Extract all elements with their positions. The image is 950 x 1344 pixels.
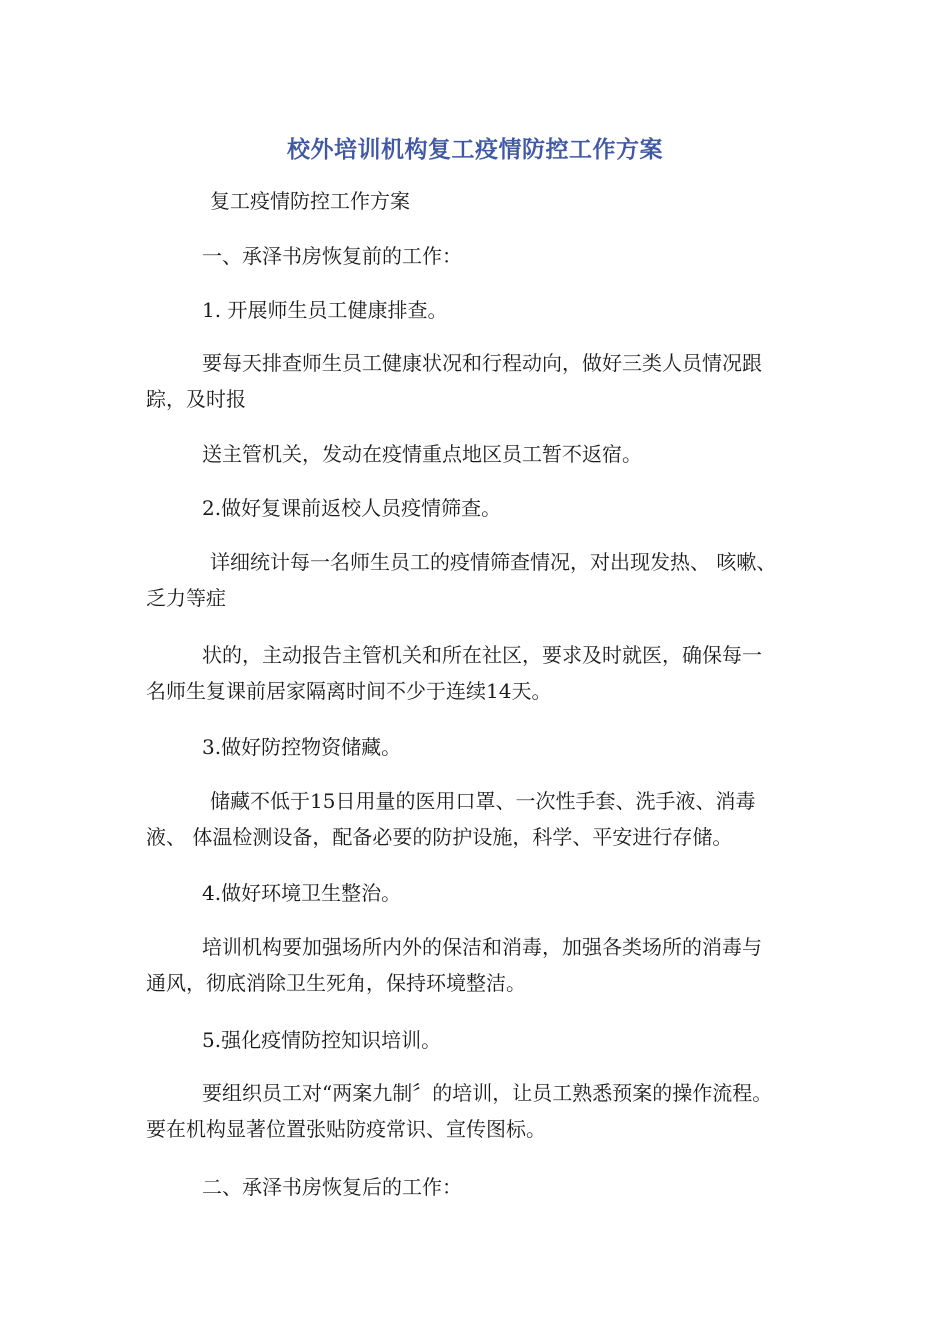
paragraph-line: 要每天排查师生员工健康状况和行程动向，做好三类人员情况跟 <box>202 351 762 375</box>
paragraph-item-2-heading <box>146 490 826 526</box>
paragraph-item-3-body <box>146 783 826 855</box>
paragraph-line: 名师生复课前居家隔离时间不少于连续14天。 <box>146 679 552 703</box>
paragraph-item-1-body-cont <box>146 436 826 472</box>
paragraph-line: 要在机构显著位置张贴防疫常识、宣传图标。 <box>146 1117 546 1141</box>
paragraph-line: 乏力等症 <box>146 586 226 610</box>
paragraph-item-2-body-cont <box>146 637 826 709</box>
paragraph-line: 要组织员工对“两案九制〞的培训，让员工熟悉预案的操作流程。 <box>202 1081 773 1105</box>
paragraph-line: 2.做好复课前返校人员疫情筛查。 <box>202 496 502 520</box>
document-title: 校外培训机构复工疫情防控工作方案 <box>287 137 663 163</box>
paragraph-line: 1. 开展师生员工健康排查。 <box>202 298 448 322</box>
paragraph-item-2-body <box>146 544 826 616</box>
paragraph-line: 踪，及时报 <box>146 387 246 411</box>
paragraph-line: 详细统计每一名师生员工的疫情筛查情况，对出现发热、 咳嗽、 <box>210 550 777 574</box>
paragraph-line: 液、 体温检测设备，配备必要的防护设施，科学、平安进行存储。 <box>146 825 733 849</box>
paragraph-section-1-heading <box>146 238 826 274</box>
paragraph-item-4-heading <box>146 875 826 911</box>
paragraph-item-1-body <box>146 345 826 417</box>
paragraph-line: 储藏不低于15日用量的医用口罩、一次性手套、洗手液、消毒 <box>210 789 756 813</box>
paragraph-item-5-heading <box>146 1022 826 1058</box>
paragraph-item-3-heading <box>146 729 826 765</box>
paragraph-line: 5.强化疫情防控知识培训。 <box>202 1028 442 1052</box>
paragraph-line: 通风，彻底消除卫生死角，保持环境整洁。 <box>146 971 526 995</box>
paragraph-line: 4.做好环境卫生整治。 <box>202 881 402 905</box>
paragraph-line: 3.做好防控物资储藏。 <box>202 735 402 759</box>
paragraph-line: 状的，主动报告主管机关和所在社区，要求及时就医，确保每一 <box>202 643 762 667</box>
paragraph-line: 培训机构要加强场所内外的保洁和消毒，加强各类场所的消毒与 <box>202 935 762 959</box>
paragraph-line: 二、承泽书房恢复后的工作： <box>202 1175 462 1199</box>
paragraph-line: 复工疫情防控工作方案 <box>210 189 410 213</box>
paragraph-item-4-body <box>146 929 826 1001</box>
paragraph-subtitle <box>146 183 826 219</box>
paragraph-line: 一、承泽书房恢复前的工作： <box>202 244 462 268</box>
paragraph-line: 送主管机关，发动在疫情重点地区员工暂不返宿。 <box>202 442 642 466</box>
paragraph-item-5-body <box>146 1075 826 1147</box>
paragraph-section-2-heading <box>146 1169 826 1205</box>
paragraph-item-1-heading <box>146 292 826 328</box>
